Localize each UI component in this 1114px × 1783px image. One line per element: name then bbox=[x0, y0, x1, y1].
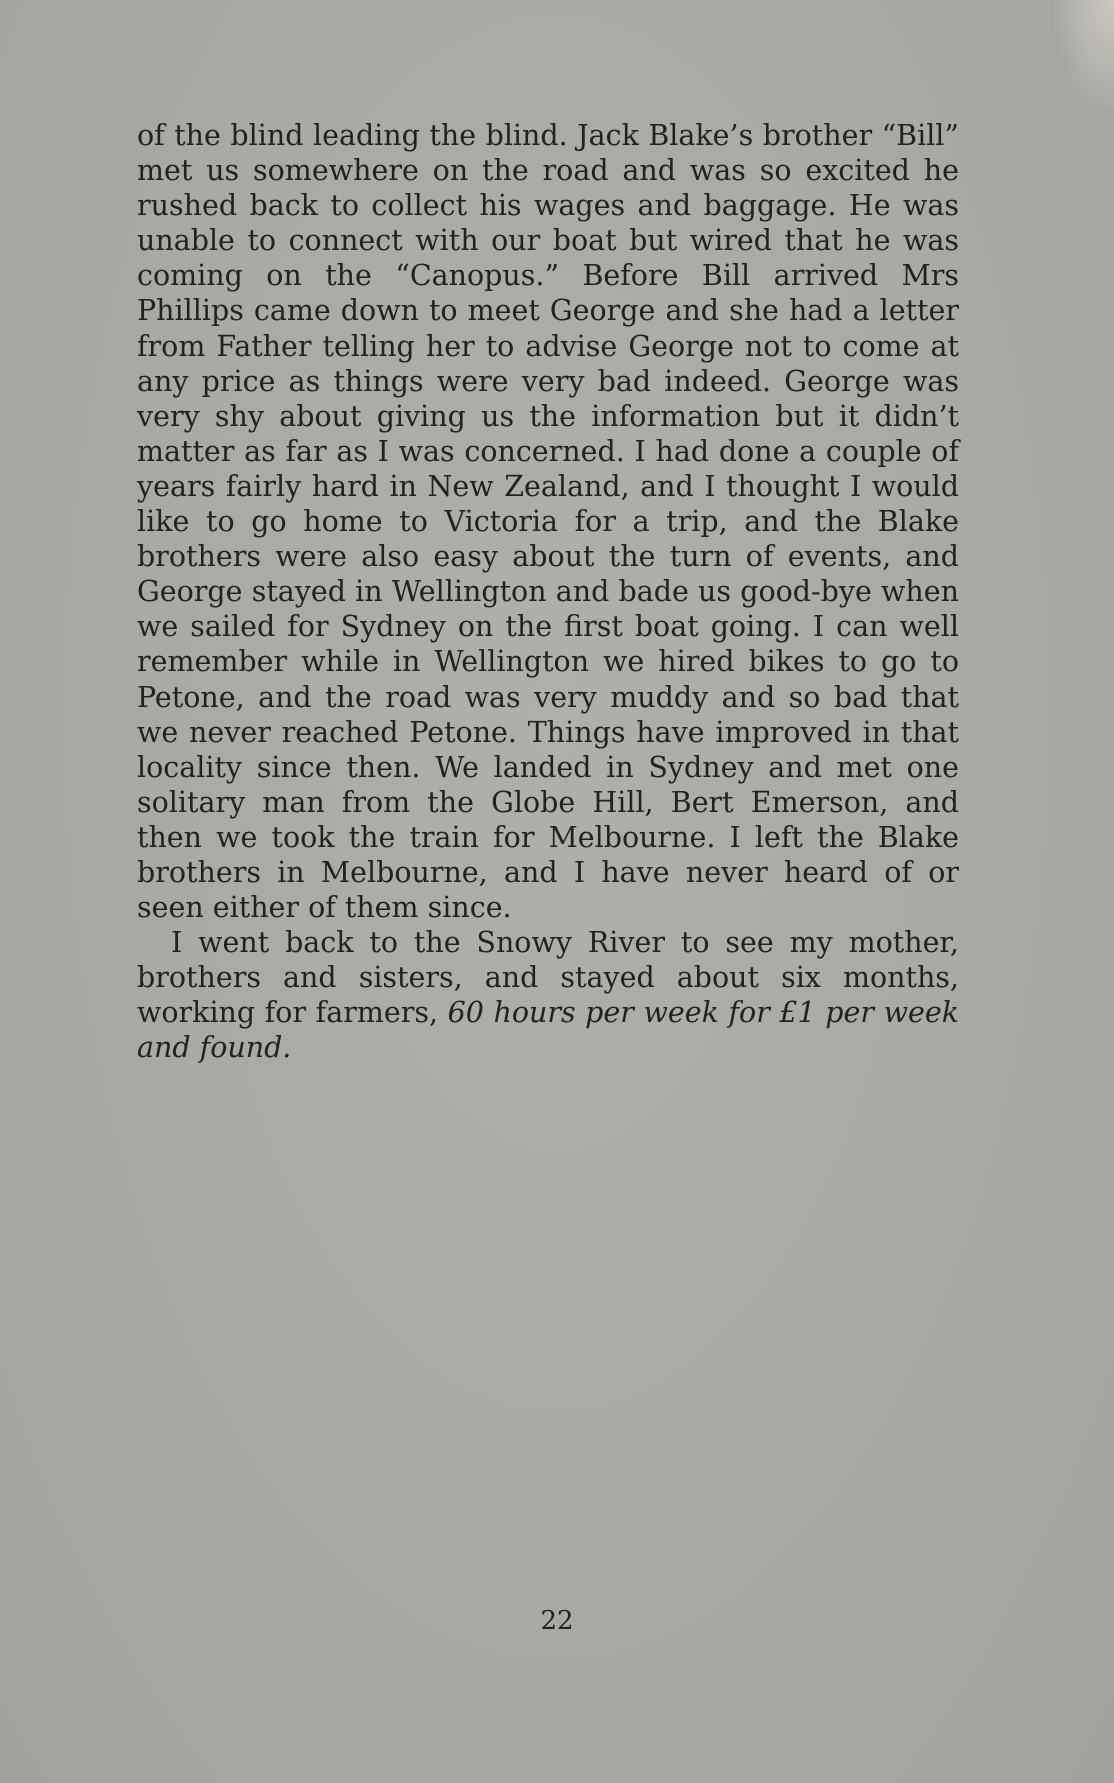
page-corner-wear bbox=[1054, 0, 1114, 110]
page-number: 22 bbox=[540, 1606, 574, 1636]
paragraph-2-italic-text: 60 hours per week for £1 per week and found. bbox=[137, 996, 959, 1065]
paragraph-2 bbox=[137, 925, 959, 1065]
body-text bbox=[137, 118, 959, 1066]
paragraph-1 bbox=[137, 118, 959, 925]
paragraph-1-text: of the blind leading the blind. Jack Blake’s brother “Bill” met us somewhere on the road and was so excited he rushed back to collect his wages and baggage. He was unable to connect with our boat but wired that he was coming on the “Canopus.” Before Bill arrived Mrs Phillips came down to meet George and she had a letter from Father telling her to advise George not to come at any price as things were very bad indeed. George was very shy about giving us the information but it didn’t matter as far as I was concerned. I had done a couple of years fairly hard in New Zealand, and I thought I would like to go home to Victoria for a trip, and the Blake brothers were also easy about the turn of events, and George stayed in Wellington and bade us good-bye when we sailed for Sydney on the first boat going. I can well remember while in Wellington we hired bikes to go to Petone, and the road was very muddy and so bad that we never reached Petone. Things have improved in that locality since then. We landed in Sydney and met one solitary man from the Globe Hill, Bert Emerson, and then we took the train for Melbourne. I left the Blake brothers in Melbourne, and I have never heard of or seen either of them since. bbox=[137, 119, 959, 925]
paragraph-2-text: I went back to the Snowy River to see my mother, brothers and sisters, and stayed about six months, working for farmers, bbox=[137, 926, 959, 1030]
